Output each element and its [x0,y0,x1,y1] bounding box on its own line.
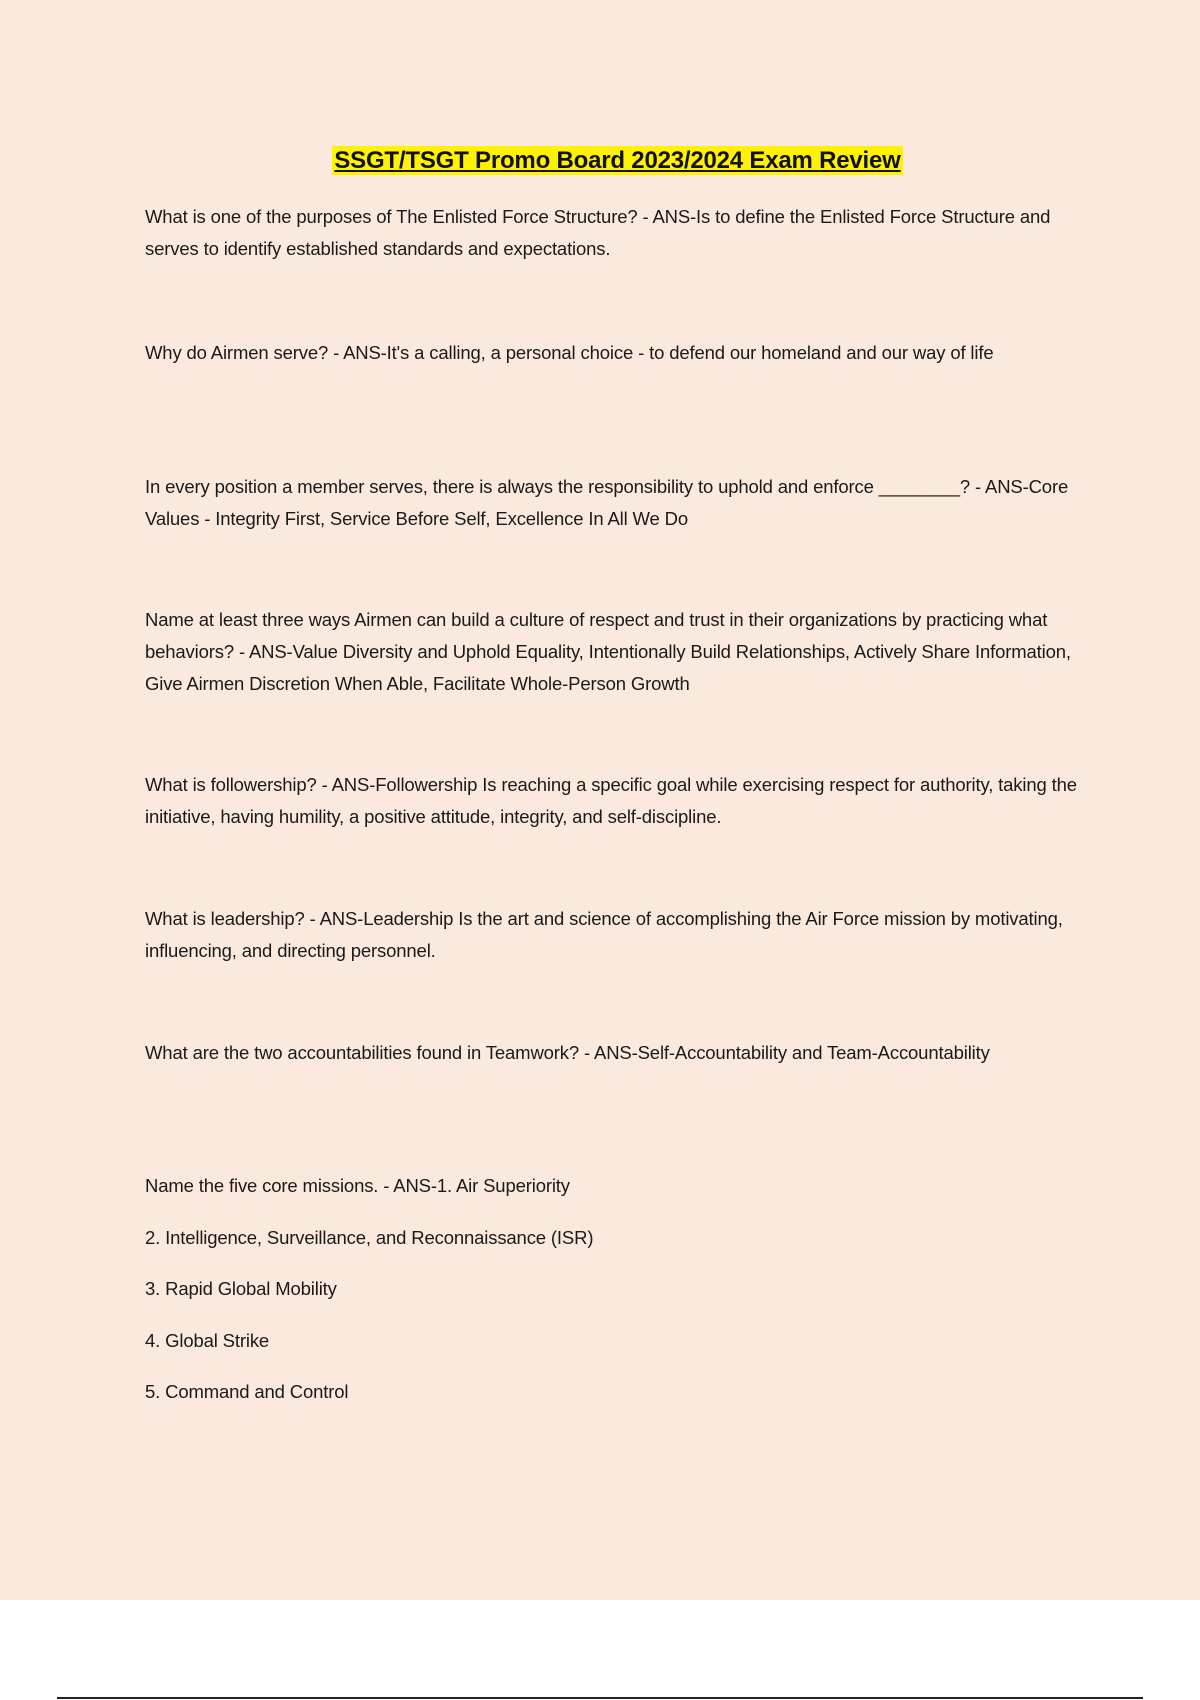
qa-item: Why do Airmen serve? - ANS-It's a calling, a personal choice - to defend our homeland and our way of life [145,342,994,363]
core-mission-item: 4. Global Strike [145,1330,270,1351]
qa-item: What are the two accountabilities found in Teamwork? - ANS-Self-Accountability and Team-Accountability [145,1042,990,1063]
core-mission-item: 5. Command and Control [145,1381,349,1402]
qa-item: Name at least three ways Airmen can build a culture of respect and trust in their organizations by practicing what behaviors? - ANS-Value Diversity and Uphold Equality, Intentionally Build Relationships, Actively Share Information, Give Airmen Discretion When Able, Facilitate Whole-Person Growth [145,609,1071,694]
footer-divider [57,1697,1143,1699]
core-missions-question: Name the five core missions. - ANS-1. Air Superiority [145,1175,570,1196]
qa-item: What is followership? - ANS-Followership Is reaching a specific goal while exercising respect for authority, taking the initiative, having humility, a positive attitude, integrity, and self-discipline. [145,774,1077,827]
core-mission-item: 3. Rapid Global Mobility [145,1278,337,1299]
qa-item: In every position a member serves, there is always the responsibility to uphold and enforce ________? - ANS-Core Values - Integrity First, Service Before Self, Excellence In All We Do [145,476,1069,529]
qa-item: What is leadership? - ANS-Leadership Is the art and science of accomplishing the Air Force mission by motivating, influencing, and directing personnel. [145,908,1063,961]
core-mission-item: 2. Intelligence, Surveillance, and Reconnaissance (ISR) [145,1227,594,1248]
qa-item: What is one of the purposes of The Enlisted Force Structure? - ANS-Is to define the Enlisted Force Structure and serves to identify established standards and expectations. [145,206,1051,259]
document-title: SSGT/TSGT Promo Board 2023/2024 Exam Review [334,147,901,174]
title-container [0,146,1200,175]
